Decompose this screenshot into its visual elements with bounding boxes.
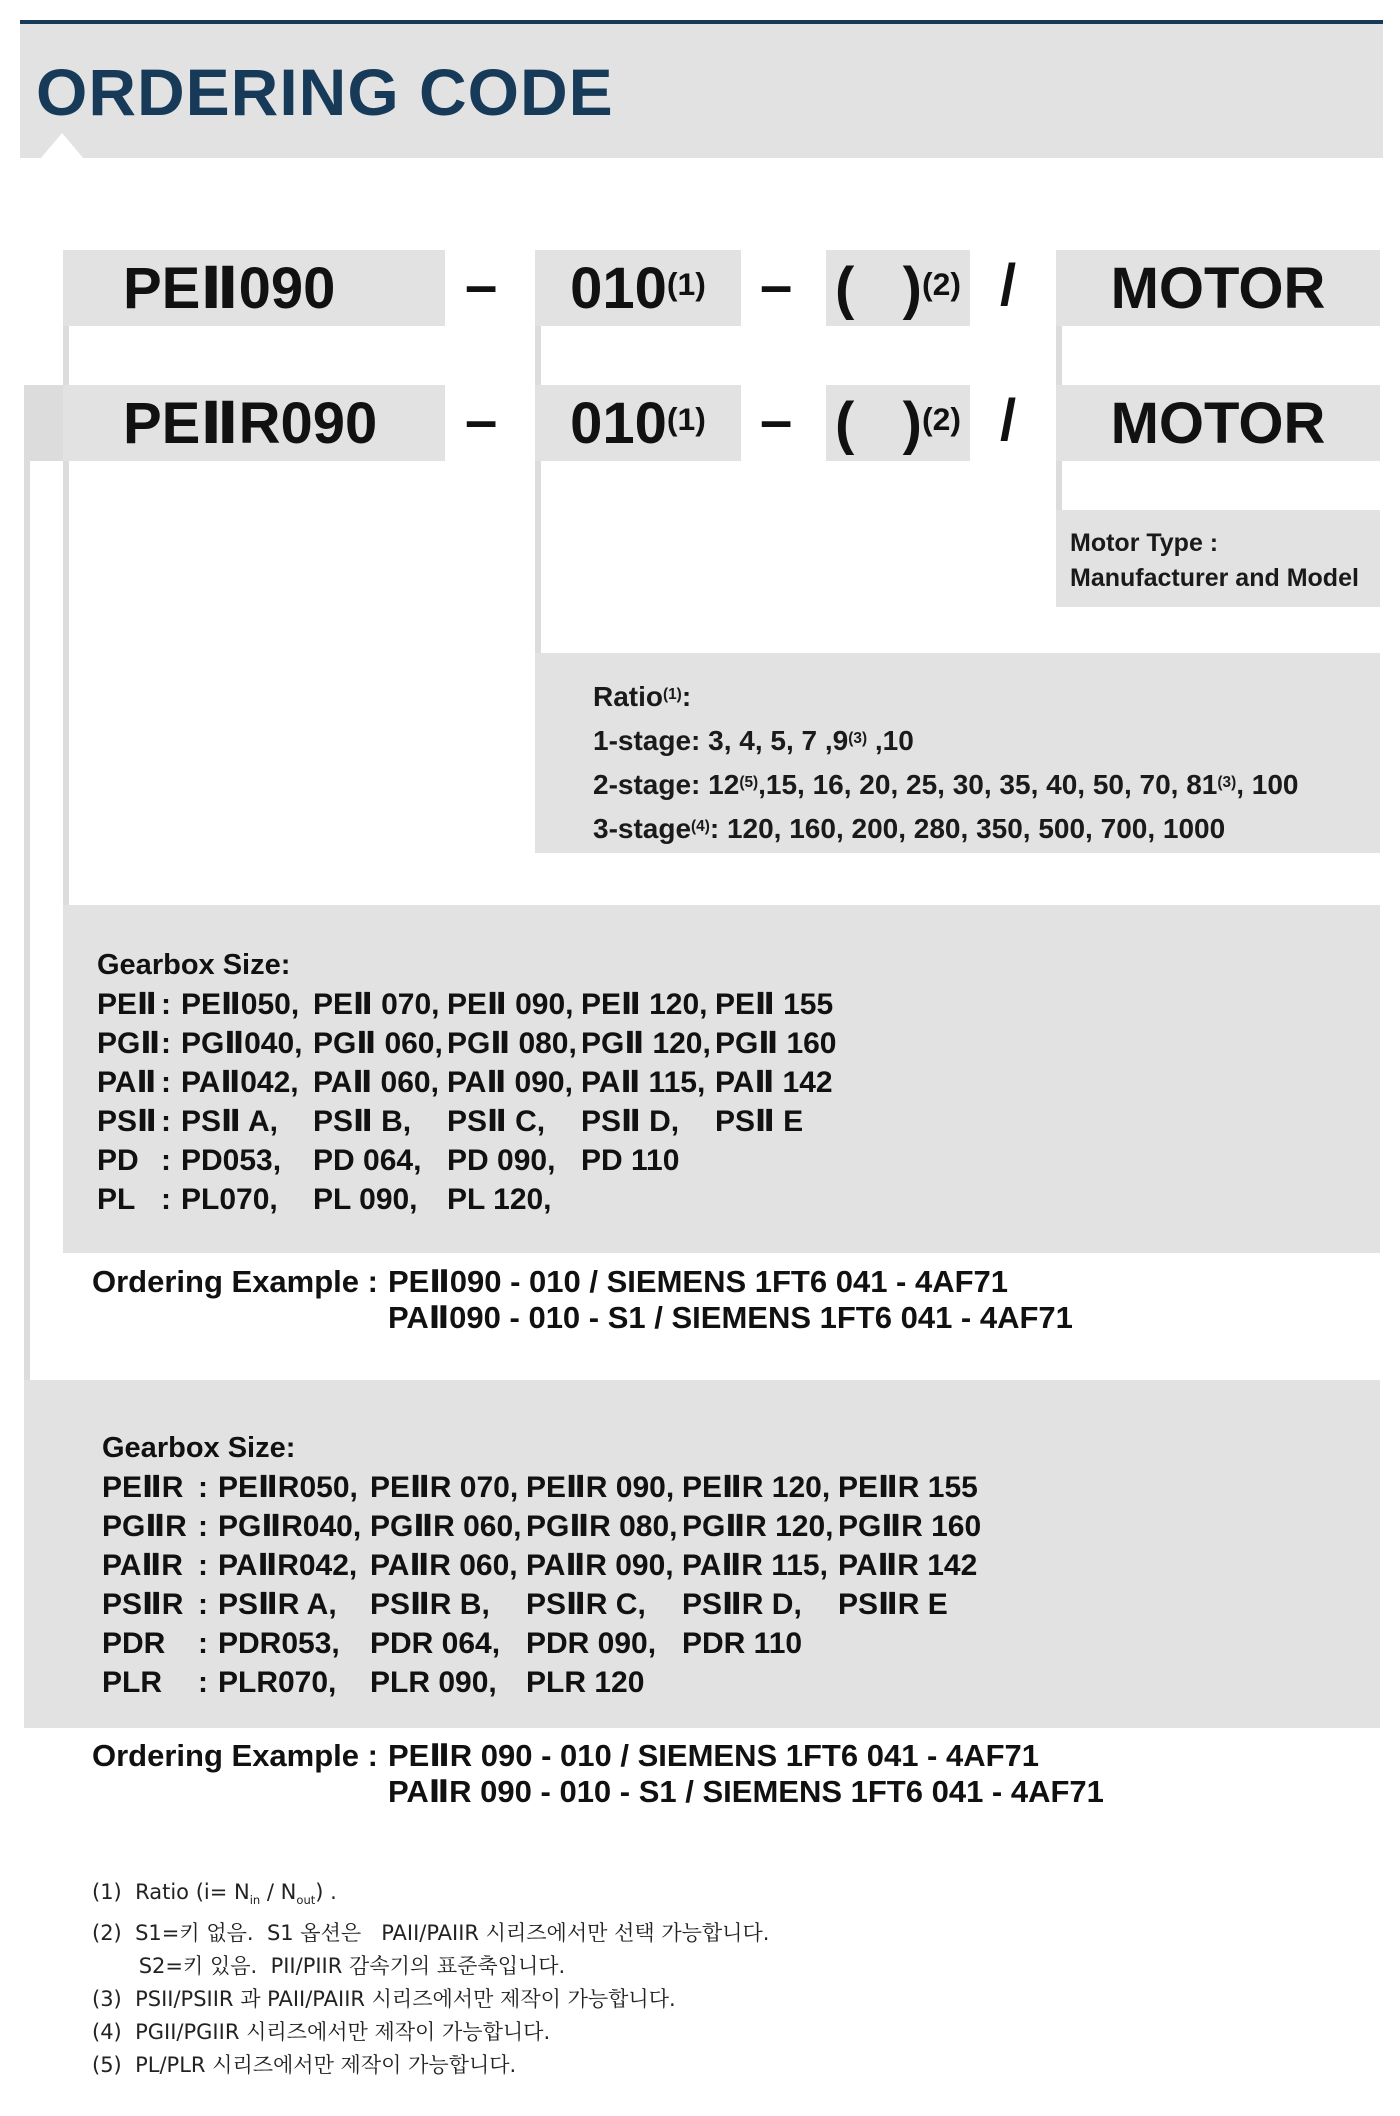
gearbox-size-item: PAⅡ 090, — [447, 1066, 573, 1099]
gearbox-size-item: PGⅡR 060, — [370, 1510, 522, 1543]
gearbox-colon: : — [198, 1588, 208, 1621]
gearbox-size-box-1 — [63, 905, 1380, 1253]
gearbox-row — [97, 1063, 849, 1102]
ratio-code: 010 — [570, 255, 667, 321]
series-box: PEⅡ090 — [63, 250, 445, 326]
gearbox-size-item: PSⅡ E — [715, 1105, 804, 1138]
footnotes — [92, 1876, 769, 2082]
gearbox-size-item: PGⅡ 160 — [715, 1027, 837, 1060]
gearbox-size-item: PGⅡ040, — [181, 1027, 303, 1060]
gearbox-size-item: PSⅡ D, — [581, 1105, 680, 1138]
gearbox-size-item: PSⅡR E — [838, 1588, 948, 1621]
gearbox-size-item: PEⅡR050, — [218, 1471, 358, 1504]
motor-box: MOTOR — [1056, 385, 1380, 461]
gearbox-rows — [97, 985, 849, 1219]
ratio-code: 010 — [570, 390, 667, 456]
ratio-box — [535, 250, 741, 326]
option-code: ( ) — [835, 390, 922, 456]
ratio-info-box — [535, 653, 1380, 853]
gearbox-series-prefix: PEⅡR — [102, 1471, 184, 1504]
ratio-box — [535, 385, 741, 461]
option-sup: (2) — [922, 266, 961, 303]
gearbox-size-item: PAⅡ042, — [181, 1066, 299, 1099]
gearbox-size-item: PDR 110 — [682, 1627, 803, 1660]
gearbox-size-item: PGⅡR 120, — [682, 1510, 834, 1543]
ordering-example-line: PAⅡ090 - 010 - S1 / SIEMENS 1FT6 041 - 4AF71 — [388, 1300, 1073, 1335]
gearbox-size-item: PD053, — [181, 1144, 282, 1177]
gearbox-size-item: PD 110 — [581, 1144, 680, 1177]
ordering-example-line: PEⅡR 090 - 010 / SIEMENS 1FT6 041 - 4AF71 — [388, 1738, 1040, 1773]
gearbox-size-item: PSⅡR B, — [370, 1588, 490, 1621]
gearbox-colon: : — [198, 1666, 208, 1699]
gearbox-colon: : — [161, 1144, 171, 1177]
ordering-example-line: PEⅡ090 - 010 / SIEMENS 1FT6 041 - 4AF71 — [388, 1264, 1009, 1299]
gearbox-row — [102, 1585, 994, 1624]
gearbox-series-prefix: PEⅡ — [97, 988, 157, 1021]
gearbox-size-item: PDR 064, — [370, 1627, 501, 1660]
ratio-stage-2: 2-stage: 12$^{(5)}$,15, 16, 20, 25, 30, 35, 40, 50, 70, 81$^{(3)}$, 100 — [593, 769, 1299, 800]
gearbox-row — [97, 1024, 849, 1063]
gearbox-size-item: PGⅡR 080, — [526, 1510, 678, 1543]
gearbox-series-prefix: PLR — [102, 1666, 162, 1699]
gearbox-size-item: PGⅡ 120, — [581, 1027, 711, 1060]
gearbox-size-item: PAⅡ 142 — [715, 1066, 833, 1099]
series-box: PEⅡR090 — [63, 385, 445, 461]
gearbox-size-item: PL 120, — [447, 1183, 552, 1216]
motor-type-desc: Manufacturer and Model — [1070, 564, 1359, 592]
gearbox-series-prefix: PDR — [102, 1627, 166, 1660]
connector-line — [24, 385, 30, 1380]
gearbox-size-item — [715, 1180, 849, 1219]
header-notch — [40, 133, 84, 159]
ratio-title: Ratio$^{(1)}$: — [593, 681, 692, 712]
gearbox-size-item: PD 064, — [313, 1144, 422, 1177]
gearbox-colon: : — [198, 1549, 208, 1582]
gearbox-series-prefix: PAⅡR — [102, 1549, 183, 1582]
gearbox-size-item: PAⅡR 115, — [682, 1549, 828, 1582]
gearbox-size-item: PSⅡR A, — [218, 1588, 337, 1621]
ratio-stage-1: 1-stage: 3, 4, 5, 7 ,9$^{(3)}$ ,10 — [593, 725, 914, 756]
gearbox-size-item: PEⅡ 155 — [715, 988, 834, 1021]
gearbox-series-prefix: PAⅡ — [97, 1066, 157, 1099]
gearbox-size-item — [715, 1141, 849, 1180]
ratio-sup: (1) — [666, 266, 706, 303]
gearbox-size-item: PLR 120 — [526, 1666, 645, 1699]
gearbox-size-item: PSⅡR D, — [682, 1588, 802, 1621]
gearbox-series-prefix: PGⅡR — [102, 1510, 187, 1543]
gearbox-size-item: PEⅡ 070, — [313, 988, 440, 1021]
ordering-example-label: Ordering Example : — [92, 1738, 378, 1773]
gearbox-size-item: PLR 090, — [370, 1666, 497, 1699]
gearbox-size-item: PL070, — [181, 1183, 278, 1216]
gearbox-size-item: PSⅡR C, — [526, 1588, 646, 1621]
gearbox-colon: : — [198, 1627, 208, 1660]
slash: / — [1000, 388, 1017, 453]
gearbox-size-item — [581, 1180, 715, 1219]
footnote-1: (1) Ratio $(i= N_{in} / N_{out})$ . — [92, 1880, 337, 1908]
footnote-4: (4) PGII/PGIIR 시리즈에서만 제작이 가능합니다. — [92, 2020, 551, 2045]
motor-box: MOTOR — [1056, 250, 1380, 326]
gearbox-size-item: PSⅡ C, — [447, 1105, 546, 1138]
gearbox-series-prefix: PSⅡR — [102, 1588, 184, 1621]
motor-type-label: Motor Type : — [1070, 529, 1219, 557]
gearbox-size-item: PDR053, — [218, 1627, 340, 1660]
motor-type-box — [1056, 510, 1380, 607]
gearbox-rows — [102, 1468, 994, 1702]
footnote-2: (2) S1=키 없음. S1 옵션은 PAII/PAIIR 시리즈에서만 선택 가능합니다. — [92, 1921, 770, 1946]
dash: – — [760, 388, 793, 453]
gearbox-size-item: PEⅡR 120, — [682, 1471, 831, 1504]
page-title: ORDERING CODE — [36, 55, 614, 129]
gearbox-size-item — [838, 1624, 994, 1663]
gearbox-size-item: PAⅡR 090, — [526, 1549, 674, 1582]
gearbox-size-item: PEⅡR 155 — [838, 1471, 978, 1504]
gearbox-size-item — [682, 1663, 838, 1702]
gearbox-series-prefix: PGⅡ — [97, 1027, 161, 1060]
gearbox-row — [102, 1507, 994, 1546]
slash: / — [1000, 253, 1017, 318]
connector-line — [535, 325, 541, 653]
gearbox-size-item: PEⅡR 070, — [370, 1471, 519, 1504]
gearbox-title: Gearbox Size: — [102, 1432, 296, 1464]
gearbox-size-item: PAⅡ 115, — [581, 1066, 706, 1099]
gearbox-size-item: PEⅡR 090, — [526, 1471, 675, 1504]
ordering-example-line: PAⅡR 090 - 010 - S1 / SIEMENS 1FT6 041 - 4AF71 — [388, 1774, 1104, 1809]
gearbox-colon: : — [161, 1027, 171, 1060]
gearbox-series-prefix: PSⅡ — [97, 1105, 157, 1138]
ratio-stage-3: 3-stage$^{(4)}$: 120, 160, 200, 280, 350, 500, 700, 1000 — [593, 813, 1226, 844]
gearbox-size-item: PAⅡ 060, — [313, 1066, 439, 1099]
option-box — [826, 385, 970, 461]
gearbox-row — [102, 1468, 994, 1507]
gearbox-size-box-2 — [24, 1380, 1380, 1728]
gearbox-colon: : — [161, 1183, 171, 1216]
gearbox-row — [97, 1141, 849, 1180]
ratio-sup: (1) — [666, 401, 706, 438]
gearbox-colon: : — [161, 988, 171, 1021]
gearbox-size-item: PGⅡR 160 — [838, 1510, 982, 1543]
gearbox-size-item: PLR070, — [218, 1666, 337, 1699]
gearbox-size-item: PGⅡR040, — [218, 1510, 362, 1543]
option-sup: (2) — [922, 401, 961, 438]
dash: – — [465, 388, 498, 453]
dash: – — [465, 253, 498, 318]
gearbox-size-item: PGⅡ 080, — [447, 1027, 577, 1060]
gearbox-size-item: PAⅡR042, — [218, 1549, 358, 1582]
footnote-2b: S2=키 있음. PII/PIIR 감속기의 표준축입니다. — [92, 1954, 566, 1979]
ordering-example-label: Ordering Example : — [92, 1264, 378, 1299]
gearbox-colon: : — [198, 1471, 208, 1504]
gearbox-row — [97, 985, 849, 1024]
gearbox-colon: : — [198, 1510, 208, 1543]
gearbox-size-item: PEⅡ050, — [181, 988, 300, 1021]
gearbox-series-prefix: PL — [97, 1183, 136, 1216]
gearbox-series-prefix: PD — [97, 1144, 139, 1177]
gearbox-row — [102, 1624, 994, 1663]
dash: – — [760, 253, 793, 318]
option-box — [826, 250, 970, 326]
gearbox-size-item: PSⅡ A, — [181, 1105, 279, 1138]
gearbox-size-item: PSⅡ B, — [313, 1105, 412, 1138]
gearbox-row — [102, 1663, 994, 1702]
option-code: ( ) — [835, 255, 922, 321]
gearbox-size-item: PD 090, — [447, 1144, 556, 1177]
gearbox-size-item: PGⅡ 060, — [313, 1027, 443, 1060]
gearbox-size-item: PEⅡ 090, — [447, 988, 574, 1021]
footnote-3: (3) PSII/PSIIR 과 PAII/PAIIR 시리즈에서만 제작이 가능합니다. — [92, 1987, 676, 2012]
gearbox-size-item — [838, 1663, 994, 1702]
gearbox-size-item: PDR 090, — [526, 1627, 657, 1660]
gearbox-size-item: PL 090, — [313, 1183, 418, 1216]
gearbox-size-item: PEⅡ 120, — [581, 988, 708, 1021]
gearbox-size-item: PAⅡR 060, — [370, 1549, 518, 1582]
gearbox-title: Gearbox Size: — [97, 949, 291, 981]
connector-tab — [24, 385, 66, 461]
gearbox-row — [102, 1546, 994, 1585]
gearbox-row — [97, 1102, 849, 1141]
gearbox-colon: : — [161, 1066, 171, 1099]
gearbox-row — [97, 1180, 849, 1219]
gearbox-colon: : — [161, 1105, 171, 1138]
gearbox-size-item: PAⅡR 142 — [838, 1549, 978, 1582]
footnote-5: (5) PL/PLR 시리즈에서만 제작이 가능합니다. — [92, 2053, 517, 2078]
